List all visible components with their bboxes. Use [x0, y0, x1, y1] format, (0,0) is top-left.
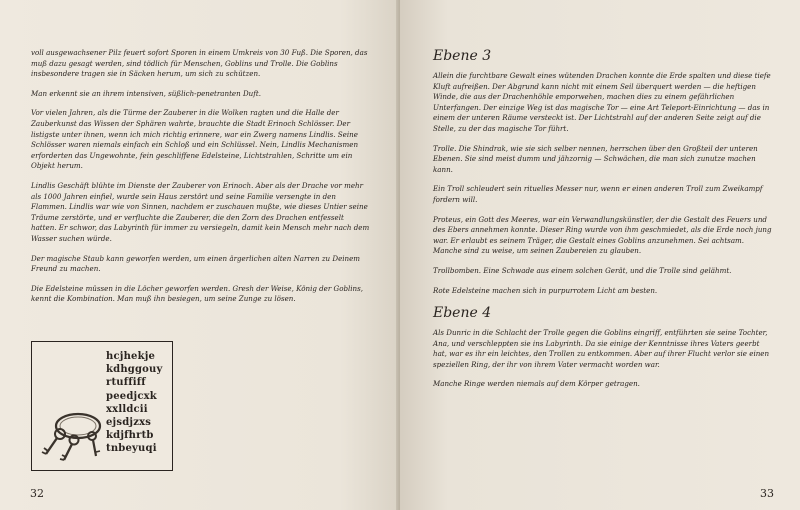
puzzle-line: peedjcxk: [106, 390, 157, 402]
paragraph: voll ausgewachsener Pilz feuert sofort Sporen in einem Umkreis von 30 Fuß. Die Sporen, das muß dazu gesagt werden, sind tödlich für Menschen, Goblins und Trolle. Die Goblins insbesondere tragen sie in Säcken herum, um sich zu schützen.: [31, 48, 368, 79]
paragraph: Lindlis Geschäft blühte im Dienste der Zauberer von Erinoch. Aber als der Drache vor mehr als 1000 Jahren einfiel, wurde sein Haus zerstört und seine Familie versengte in den Flammen. Lindlis war wie von Sinnen, nachdem er zuschauen mußte, wie dieses Untier seine Träume zerstörte, und er verfluchte die Zauberer, die den Zorn des Drachen entfesselt hatten. Er schwor, das Labyrinth für immer zu versiegeln, damit kein Mensch mehr nach dem Wasser suchen würde.: [31, 180, 370, 243]
section-heading: Ebene 4: [433, 305, 492, 322]
paragraph: Man erkennt sie an ihrem intensiven, süßlich-penetranten Duft.: [31, 88, 261, 98]
paragraph: Ein Troll schleudert sein rituelles Messer nur, wenn er einen anderen Troll zum Zweikampf fordern will.: [433, 184, 763, 204]
puzzle-line: ejsdjzxs: [106, 417, 152, 429]
page-number-left: 32: [30, 487, 44, 500]
puzzle-line: rtuffiff: [106, 377, 146, 389]
puzzle-line: kdhggouy: [106, 364, 163, 376]
puzzle-line: xxlldcii: [106, 403, 148, 415]
paragraph: Allein die furchtbare Gewalt eines wütenden Drachen konnte die Erde spalten und diese tiefe Kluft aufreißen. Der Abgrund kann nicht mit einem Seil überquert werden — die heftigen Winde, die aus der Drachenhöhle emporwehen, machen dies zu einem gefährlichen Unterfangen. Der einzige Weg ist das magische Tor — eine Art Teleport-Einrichtung — das in einem der unteren Räume versteckt ist. Der Lichtstrahl auf der anderen Seite zeigt auf die Stelle, zu der das magische Tor führt.: [433, 71, 771, 133]
paragraph: Trollbomben. Eine Schwade aus einem solchen Gerät, und die Trolle sind gelähmt.: [433, 265, 732, 275]
paragraph: Die Edelsteine müssen in die Löcher geworfen werden. Gresh der Weise, König der Goblins, kennt die Kombination. Man muß ihn besiegen, um seine Zunge zu lösen.: [31, 283, 364, 304]
puzzle-letters: [106, 350, 163, 456]
paragraph: Als Dunric in die Schlacht der Trolle gegen die Goblins eingriff, entführten sie seine Tochter, Ana, und verschleppten sie ins Labyrinth. Da sie einige der Kenntnisse ihres Vaters geerbt hat, war es ihr ein leichtes, den Trollen zu entkommen. Aber auf ihrer Flucht verlor sie einen speziellen Ring, der ihr von ihrem Vater vermacht worden war.: [433, 328, 770, 369]
section-heading: Ebene 3: [433, 48, 492, 64]
puzzle-line: hcjhekje: [106, 351, 156, 362]
paragraph: Trolle. Die Shindrak, wie sie sich selber nennen, herrschen über den Großteil der unteren Ebenen. Sie sind meist dumm und jähzornig — Schwächen, die man sich zunutze machen kann.: [433, 143, 758, 174]
right-page: [400, 0, 800, 510]
right-page-text: [433, 48, 773, 399]
paragraph: Manche Ringe werden niemals auf dem Körper getragen.: [433, 379, 640, 389]
paragraph: Rote Edelsteine machen sich in purpurrotem Licht am besten.: [433, 285, 658, 295]
paragraph: Vor vielen Jahren, als die Türme der Zauberer in die Wolken ragten und die Halle der Zauberkunst das Wissen der Sphären wahrte, brauchte die Stadt Erinoch Schlösser. Der listigste unter ihnen, wenn ich mich richtig erinnere, war ein Zwerg namens Lindlis. Seine Schlösser waren niemals einfach ein Schloß und ein Schlüssel. Nein, Lindlis Mechanismen erforderten das Ungewohnte, fein geschliffene Edelsteine, Lichtstrahlen, Schritte um ein Objekt herum.: [31, 108, 359, 171]
letter-puzzle-box: [31, 341, 173, 471]
paragraph: Proteus, ein Gott des Meeres, war ein Verwandlungskünstler, der die Gestalt des Feuers und des Ebers annehmen konnte. Dieser Ring wurde von ihm geschmiedet, als die Erde noch jung war. Er erlaubt es seinem Träger, die Gestalt eines Goblins anzunehmen. Sei achtsam. Manche sind zu weise, um seinen Zaubereien zu glauben.: [433, 214, 772, 256]
puzzle-line: tnbeyuqi: [106, 443, 157, 455]
key-ring-icon: [40, 404, 106, 466]
paragraph: Der magische Staub kann geworfen werden, um einen ärgerlichen alten Narren zu Deinem Freund zu machen.: [31, 253, 361, 274]
page-number-right: 33: [760, 487, 774, 500]
puzzle-line: kdjfhrtb: [106, 430, 154, 442]
left-page-text: [31, 48, 371, 314]
